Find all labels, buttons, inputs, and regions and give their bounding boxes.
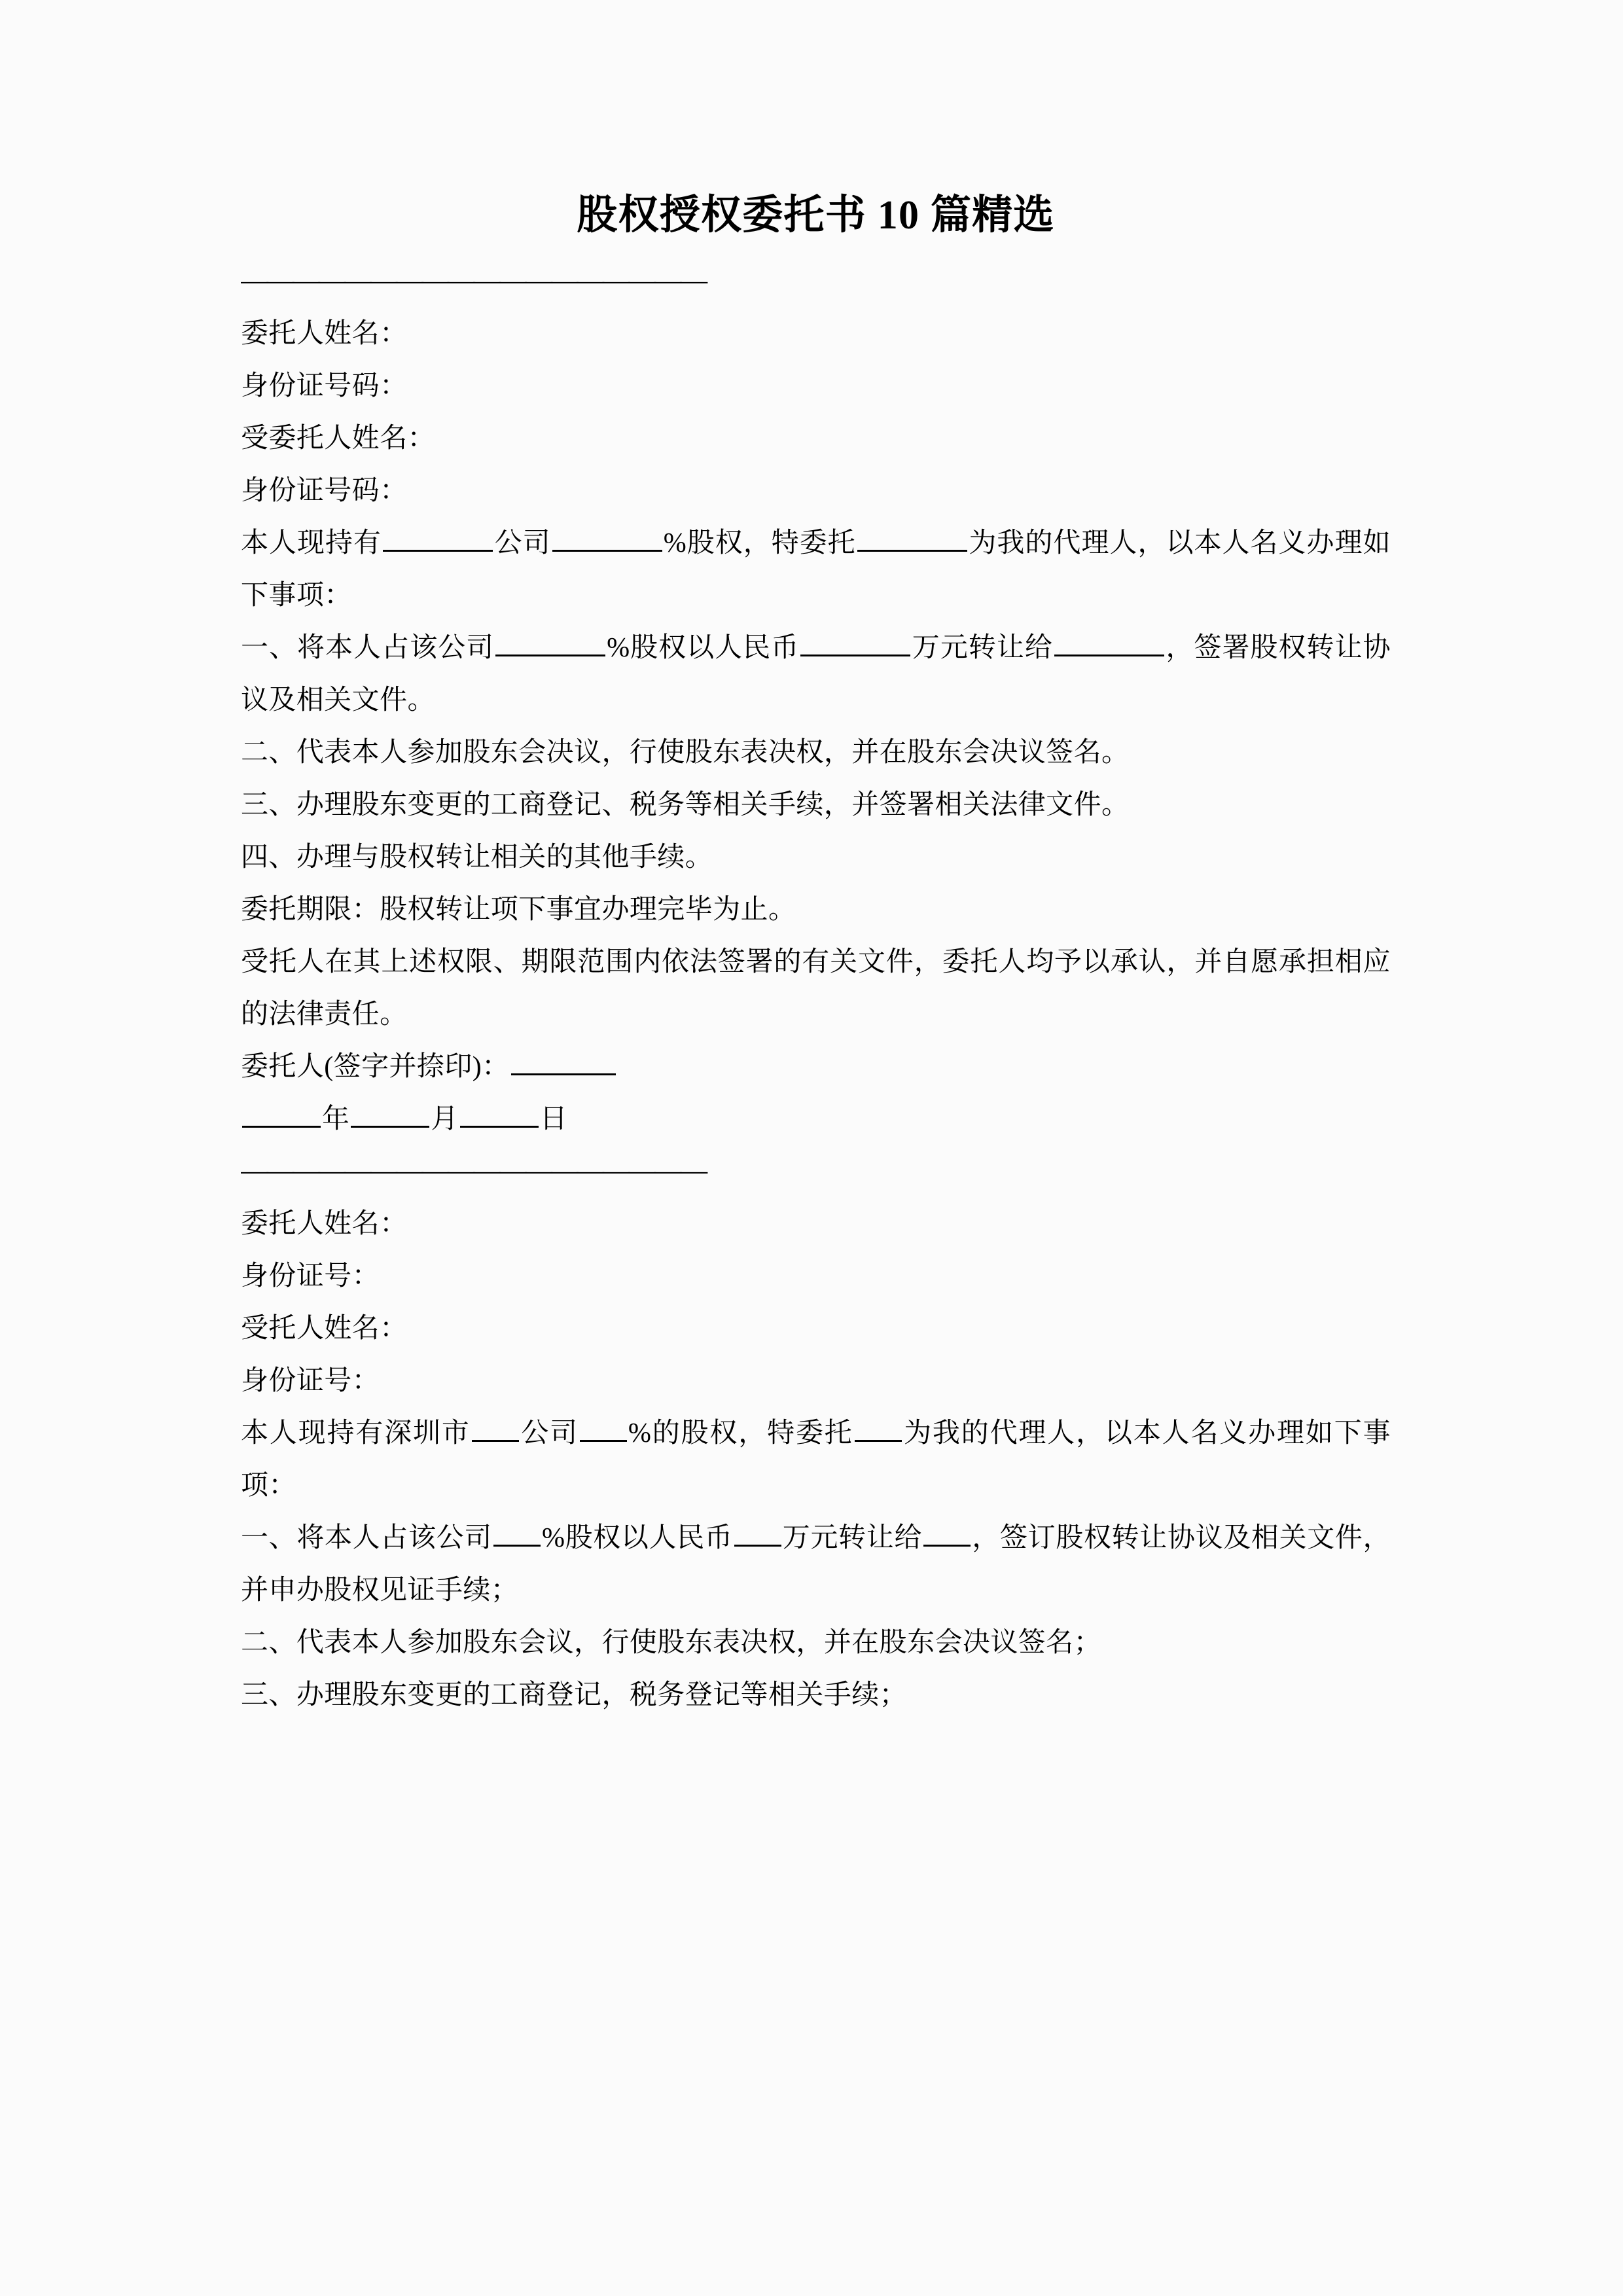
entrust-term: 委托期限：股权转让项下事宜办理完毕为止。 [241, 895, 796, 925]
clause2-1-text-c: 万元转让给 [782, 1523, 923, 1554]
date-day-label: 日 [539, 1104, 568, 1135]
holding2-text-c: %的股权，特委托 [628, 1418, 853, 1449]
equity-percent-blank[interactable] [552, 522, 662, 552]
signature-line [241, 1041, 1391, 1093]
clause-item-3: 三、办理股东变更的工商登记、税务等相关手续，并签署相关法律文件。 [241, 790, 1130, 821]
field-principal-id-1: 身份证号码： [241, 371, 408, 402]
field-agent-name-1: 受委托人姓名： [241, 423, 435, 454]
holding2-text-d: 为我的代理人，以本人名义办理如下事项： [241, 1418, 1391, 1501]
holding-text-a: 本人现持有 [241, 528, 382, 559]
spacer [241, 295, 1391, 308]
clause-1-text-d: ，签署股权转让协议及相关文件。 [241, 633, 1391, 716]
clause2-1-text-b: %股权以人民币 [541, 1523, 733, 1554]
clause-1-text-b: %股权以人民币 [607, 633, 800, 664]
transfer-percent-blank[interactable] [495, 627, 605, 656]
field-principal-name-1: 委托人姓名： [241, 319, 408, 350]
month-blank[interactable] [351, 1098, 429, 1128]
day-blank[interactable] [460, 1098, 539, 1128]
transfer-amount-blank-2[interactable] [734, 1517, 781, 1547]
field-agent-id-1: 身份证号码： [241, 476, 408, 507]
page-title: 股权授权委托书 10 篇精选 [577, 193, 1055, 238]
paragraph-holding-statement-2 [241, 1407, 1391, 1512]
date-year-label: 年 [322, 1104, 350, 1135]
field-principal-name-2: 委托人姓名： [241, 1209, 408, 1240]
agent-name-blank-2[interactable] [855, 1412, 902, 1442]
year-blank[interactable] [242, 1098, 321, 1128]
signature-label: 委托人(签字并捺印)： [241, 1052, 510, 1083]
transferee-blank[interactable] [1054, 627, 1164, 656]
equity-percent-blank-2[interactable] [580, 1412, 627, 1442]
holding2-text-b: 公司 [520, 1418, 579, 1449]
spacer [241, 1185, 1391, 1198]
transfer-percent-blank-2[interactable] [493, 1517, 541, 1547]
clause2-item-2: 二、代表本人参加股东会议，行使股东表决权，并在股东会决议签名； [241, 1628, 1102, 1659]
section-divider-top: —————————————————— [241, 266, 706, 295]
clause2-item-1 [241, 1512, 1391, 1617]
section-divider-bottom: —————————————————— [241, 1156, 706, 1185]
transferee-blank-2[interactable] [923, 1517, 971, 1547]
field-principal-id-2: 身份证号： [241, 1261, 380, 1292]
date-line [241, 1093, 1391, 1145]
clause2-1-text-d: ，签订股权转让协议及相关文件，并申办股权见证手续； [241, 1523, 1391, 1606]
field-agent-id-2: 身份证号： [241, 1366, 380, 1397]
clause-item-4: 四、办理与股权转让相关的其他手续。 [241, 842, 713, 873]
holding-text-c: %股权，特委托 [663, 528, 856, 559]
company-name-blank-2[interactable] [472, 1412, 519, 1442]
clause2-item-3: 三、办理股东变更的工商登记，税务登记等相关手续； [241, 1680, 908, 1711]
date-month-label: 月 [431, 1104, 459, 1135]
clause2-1-text-a: 一、将本人占该公司 [241, 1523, 492, 1554]
company-name-blank[interactable] [383, 522, 493, 552]
legal-statement: 受托人在其上述权限、期限范围内依法签署的有关文件，委托人均予以承认，并自愿承担相应的法律责任。 [241, 947, 1391, 1030]
paragraph-holding-statement-1 [241, 517, 1391, 622]
clause-1-text-a: 一、将本人占该公司 [241, 633, 495, 664]
agent-name-blank[interactable] [857, 522, 967, 552]
holding-text-b: 公司 [494, 528, 551, 559]
document-body [241, 0, 1391, 1721]
clause-1-text-c: 万元转让给 [912, 633, 1053, 664]
signature-blank[interactable] [511, 1046, 616, 1075]
transfer-amount-blank[interactable] [800, 627, 910, 656]
clause-item-1 [241, 622, 1391, 726]
field-agent-name-2: 受托人姓名： [241, 1314, 408, 1344]
holding2-text-a: 本人现持有深圳市 [241, 1418, 471, 1449]
holding-text-d: 为我的代理人，以本人名义办理如下事项： [241, 528, 1391, 611]
clause-item-2: 二、代表本人参加股东会决议，行使股东表决权，并在股东会决议签名。 [241, 738, 1130, 768]
